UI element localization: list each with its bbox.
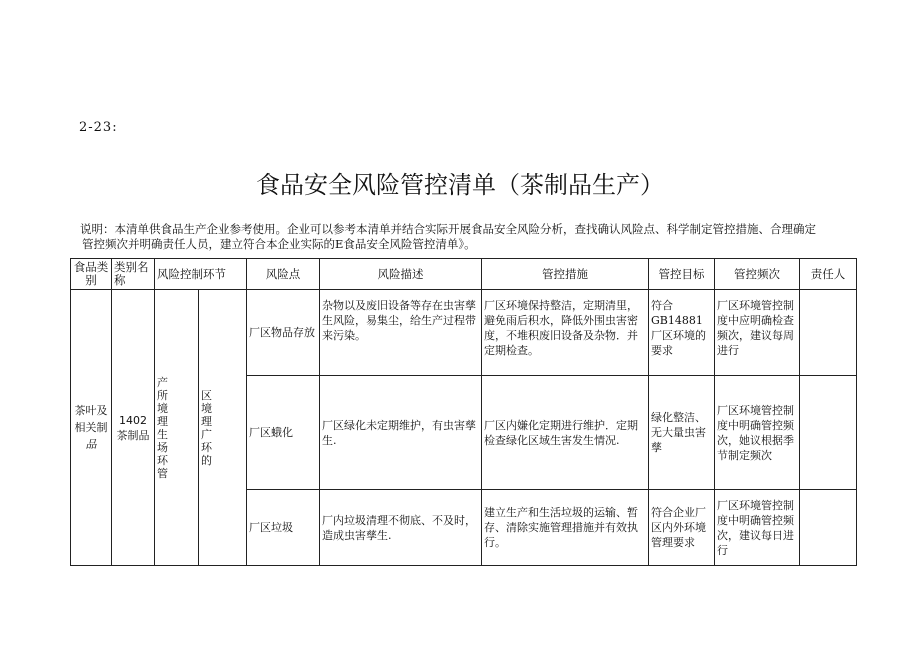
stage-cell-2 — [199, 290, 247, 566]
explanation-note — [80, 222, 860, 252]
stage-text-1: 产所境理生场环管 — [157, 375, 168, 480]
risk-control-table — [70, 258, 857, 566]
control-target-cell: 符合GB14881厂区环境的要求 — [649, 290, 715, 376]
control-frequency-cell: 厂区环境管控制度中明确管控频次，建议每日进行 — [715, 490, 800, 566]
document-number: 2-23: — [79, 120, 118, 135]
subcategory-code: 1402 — [119, 413, 147, 427]
food-category-cell — [71, 290, 112, 566]
owner-cell — [800, 290, 857, 376]
page-title: 食品安全风险管控清单（茶制品生产） — [256, 171, 664, 199]
header-risk-description: 风险描述 — [320, 259, 482, 290]
header-control-frequency: 管控频次 — [715, 259, 800, 290]
risk-description-cell: 厂内垃圾清理不彻底、不及时，造成虫害孳生. — [320, 490, 482, 566]
header-category: 食品类别 — [71, 259, 112, 290]
risk-description-cell: 厂区绿化未定期维护，有虫害孳生. — [320, 376, 482, 490]
control-frequency-cell: 厂区环境管控制度中明确管控频次，她议根据季节制定频次 — [715, 376, 800, 490]
stage-cell-1 — [155, 290, 199, 566]
control-target-cell: 符合企业厂区内外环境管理要求 — [649, 490, 715, 566]
table-header-row — [71, 259, 857, 290]
header-subcategory: 类别名称 — [112, 259, 155, 290]
owner-cell — [800, 490, 857, 566]
header-stage: 风险控制环节 — [155, 259, 247, 290]
risk-point-cell: 厂区物品存放 — [247, 290, 320, 376]
stage-text-2: 区境理广环的 — [201, 388, 212, 467]
header-control-target: 管控目标 — [649, 259, 715, 290]
header-risk-point: 风险点 — [247, 259, 320, 290]
control-frequency-cell: 厂区环境管控制度中应明确检查频次，建议每周进行 — [715, 290, 800, 376]
subcategory-cell — [112, 290, 155, 566]
risk-point-cell: 厂区垃圾 — [247, 490, 320, 566]
note-line-2: 管控频次并明确责任人员，建立符合本企业实际的E食品安全风险管控清单》。 — [82, 237, 476, 251]
note-line-1: 说明：本清单供食品生产企业参考使用。企业可以参考本清单并结合实际开展食品安全风险分析，查找确认风险点、科学制定管控措施、合理确定 — [80, 222, 816, 236]
control-target-cell: 绿化整洁、无大量虫害孳 — [649, 376, 715, 490]
category-line-3: 品 — [85, 438, 97, 451]
header-control-measure: 管控措施 — [482, 259, 649, 290]
owner-cell — [800, 376, 857, 490]
control-measure-cell: 建立生产和生活垃圾的运输、暂存、清除实施管理措施并有效执行。 — [482, 490, 649, 566]
control-measure-cell: 厂区内嫌化定期进行维护．定期检查绿化区域生害发生情况. — [482, 376, 649, 490]
table-row — [71, 290, 857, 376]
category-line-1: 茶叶及 — [74, 404, 108, 417]
risk-point-cell: 厂区蛾化 — [247, 376, 320, 490]
category-line-2: 相关制 — [74, 421, 108, 434]
subcategory-name: 茶制品 — [116, 428, 150, 442]
header-owner: 责任人 — [800, 259, 857, 290]
control-measure-cell: 厂区环境保持整洁，定期清里，避免雨后积水，降低外围虫害密度，不堆积废旧设备及杂物．并定期检查。 — [482, 290, 649, 376]
risk-description-cell: 杂物以及废旧设备等存在虫害孳生风险，易集尘，给生产过程带来污染。 — [320, 290, 482, 376]
